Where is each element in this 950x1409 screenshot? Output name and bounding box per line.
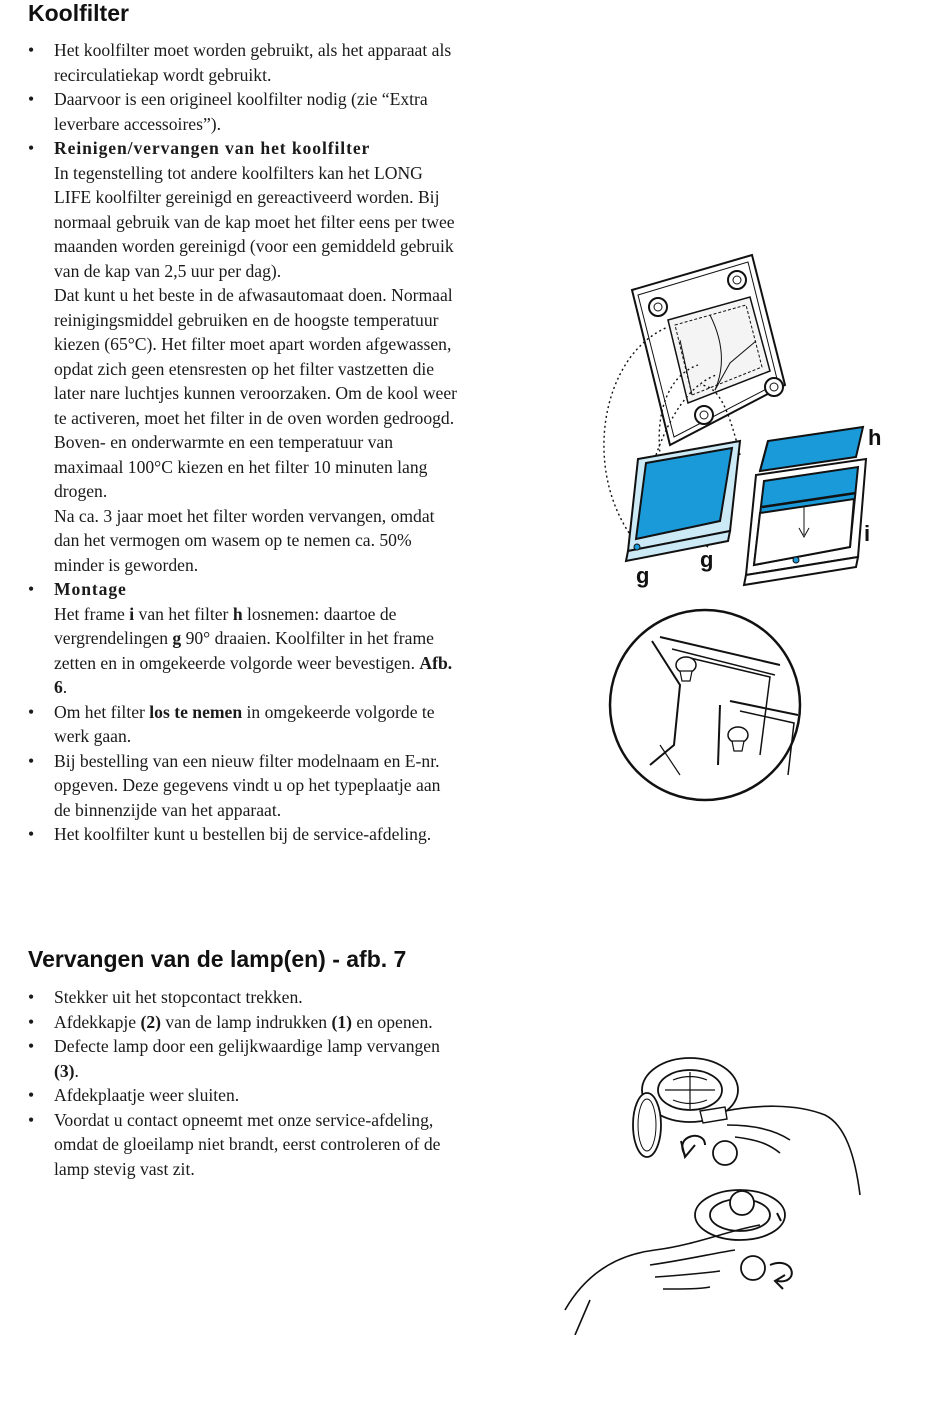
list-item: • Defecte lamp door een gelijkwaardige lamp vervangen (3). bbox=[28, 1034, 458, 1083]
lamp-cover-ring bbox=[633, 1093, 661, 1157]
paragraph: Het frame i van het filter h losnemen: daartoe de vergrendelingen g 90° draaien. Koolfilter in het frame zetten en in omgekeerde volgorde weer bevestigen. Afb. 6. bbox=[54, 603, 453, 697]
lamp-bulb-circle bbox=[713, 1141, 737, 1165]
figure-lamp-replacement bbox=[555, 1045, 875, 1335]
list-item: • Het koolfilter kunt u bestellen bij de service-afdeling. bbox=[28, 822, 458, 847]
subheading-reinigen: • Reinigen/vervangen van het koolfilter bbox=[54, 138, 371, 158]
plate-screw-icon bbox=[695, 406, 713, 424]
latch-detail-circle bbox=[610, 610, 800, 800]
hand-lower bbox=[565, 1225, 760, 1335]
list-item: • Om het filter los te nemen in omgekeerde volgorde te werk gaan. bbox=[28, 700, 458, 749]
filter-left bbox=[626, 441, 740, 561]
list-item: • Afdekplaatje weer sluiten. bbox=[28, 1083, 458, 1108]
list-item: • Daarvoor is een origineel koolfilter nodig (zie “Extra leverbare accessoires”). bbox=[28, 87, 458, 136]
paragraph: Na ca. 3 jaar moet het filter worden vervangen, omdat dan het vermogen om wasem op te nemen ca. 50% minder is geworden. bbox=[54, 505, 435, 575]
lamp-list bbox=[28, 985, 458, 1181]
subheading-montage: • Montage bbox=[54, 579, 127, 599]
label-g: g bbox=[636, 563, 650, 588]
list-item: • Afdekkapje (2) van de lamp indrukken (1) en openen. bbox=[28, 1010, 458, 1035]
lamp-bulb-circle bbox=[730, 1191, 754, 1215]
hood-plate bbox=[632, 255, 785, 445]
filter-right bbox=[744, 427, 866, 585]
plate-screw-icon bbox=[649, 298, 667, 316]
section-title-koolfilter: Koolfilter bbox=[28, 0, 129, 26]
hand-upper bbox=[725, 1106, 860, 1195]
list-item-reinigen bbox=[28, 136, 458, 577]
plate-screw-icon bbox=[765, 378, 783, 396]
list-item: • Stekker uit het stopcontact trekken. bbox=[28, 985, 458, 1010]
label-g: g bbox=[700, 547, 714, 572]
list-item-montage bbox=[28, 577, 458, 700]
section-title-lamp: Vervangen van de lamp(en) - afb. 7 bbox=[28, 946, 407, 972]
list-item: • Voordat u contact opneemt met onze service-afdeling, omdat de gloeilamp niet brandt, eerst controleren of de lamp stevig vast zit. bbox=[28, 1108, 458, 1182]
koolfilter-list bbox=[28, 38, 458, 847]
label-h: h bbox=[868, 425, 882, 450]
plate-screw-icon bbox=[728, 271, 746, 289]
label-i: i bbox=[864, 521, 871, 546]
figure-filter-assembly bbox=[580, 245, 900, 805]
paragraph: In tegenstelling tot andere koolfilters kan het LONG LIFE koolfilter gereinigd en gereactiveerd worden. Bij normaal gebruik van de kap moet het filter eens per twee maanden worden gereinigd (voor een gemiddeld gebruik van de kap van 2,5 uur per dag). bbox=[54, 162, 455, 281]
paragraph: Dat kunt u het beste in de afwasautomaat doen. Normaal reinigingsmiddel gebruiken en de hoogste temperatuur kiezen (65°C). Het filter moet apart worden afgewassen, opdat zich geen etensresten op het filter vastzetten die later nare luchtjes kunnen veroorzaken. Om de kool weer te activeren, moet het filter in de oven worden gedroogd. Boven- en onderwarmte en een temperatuur van maximaal 100°C kiezen en het filter 10 minuten lang drogen. bbox=[54, 285, 458, 501]
lamp-bulb-circle bbox=[741, 1256, 765, 1280]
list-item: • Het koolfilter moet worden gebruikt, als het apparaat als recirculatiekap wordt gebruikt. bbox=[28, 38, 458, 87]
list-item: • Bij bestelling van een nieuw filter modelnaam en E-nr. opgeven. Deze gegevens vindt u op het typeplaatje aan de binnenzijde van het apparaat. bbox=[28, 749, 458, 823]
